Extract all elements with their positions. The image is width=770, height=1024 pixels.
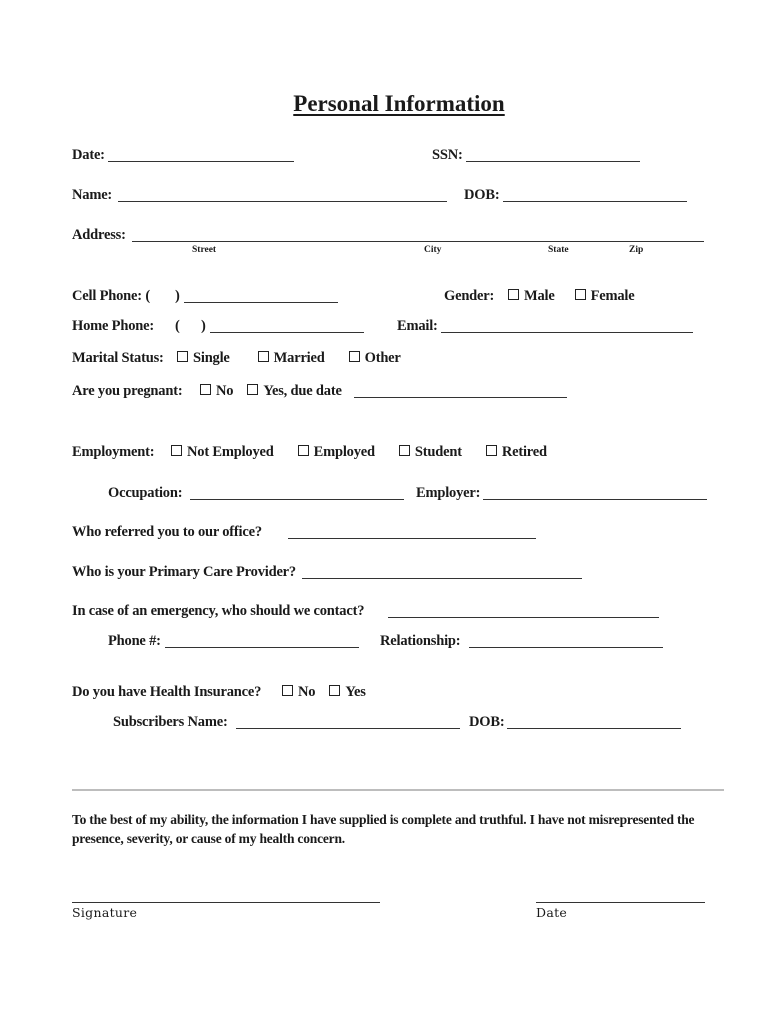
page-title: Personal Information: [293, 91, 505, 116]
gender-option-female[interactable]: [575, 288, 635, 305]
email-field[interactable]: [441, 332, 693, 333]
address-field[interactable]: [132, 241, 704, 242]
name-label: Name:: [72, 187, 113, 203]
checkbox[interactable]: [258, 351, 269, 362]
referred-label: Who referred you to our office?: [72, 524, 262, 540]
gender-label: Gender:: [444, 288, 495, 304]
gender-options: [508, 288, 655, 305]
home-phone-paren-close: ): [201, 318, 206, 334]
home-phone-field[interactable]: [210, 332, 364, 333]
employment-label: Employment:: [72, 444, 155, 460]
option-label: No: [298, 684, 316, 700]
state-sublabel: State: [548, 245, 569, 255]
checkbox[interactable]: [486, 445, 497, 456]
marital-option-other[interactable]: [349, 350, 401, 367]
option-label: Student: [414, 444, 462, 460]
checkbox[interactable]: [349, 351, 360, 362]
checkbox[interactable]: [282, 685, 293, 696]
occupation-field[interactable]: [190, 499, 404, 500]
gender-option-male[interactable]: [508, 288, 555, 305]
signature-date-label: Date: [536, 905, 568, 920]
option-label: Male: [524, 288, 555, 304]
cell-phone-field[interactable]: [184, 302, 338, 303]
checkbox[interactable]: [399, 445, 410, 456]
option-label: Employed: [313, 444, 375, 460]
checkbox[interactable]: [575, 289, 586, 300]
checkbox[interactable]: [298, 445, 309, 456]
option-label: Married: [273, 350, 325, 366]
option-label: Retired: [501, 444, 547, 460]
employment-option-student[interactable]: [399, 444, 462, 461]
emergency-phone-label: Phone #:: [108, 633, 161, 649]
insurance-option-yes[interactable]: [329, 684, 365, 701]
ssn-label: SSN:: [432, 147, 463, 163]
employment-option-employed[interactable]: [298, 444, 375, 461]
checkbox[interactable]: [171, 445, 182, 456]
marital-option-married[interactable]: [258, 350, 325, 367]
cell-phone-label: Cell Phone: (: [72, 288, 150, 304]
option-label: Single: [193, 350, 230, 366]
option-label: Female: [590, 288, 635, 304]
checkbox[interactable]: [508, 289, 519, 300]
checkbox[interactable]: [247, 384, 258, 395]
employment-option-not-employed[interactable]: [171, 444, 274, 461]
home-phone-paren-open: (: [175, 318, 180, 334]
checkbox[interactable]: [329, 685, 340, 696]
option-label: Other: [364, 350, 401, 366]
option-label: Yes, due date: [263, 383, 342, 399]
employer-label: Employer:: [416, 485, 481, 501]
date-field[interactable]: [108, 161, 294, 162]
pregnant-option-no[interactable]: [200, 383, 233, 400]
marital-option-single[interactable]: [177, 350, 230, 367]
option-label: Not Employed: [187, 444, 274, 460]
emergency-contact-field[interactable]: [388, 617, 659, 618]
section-divider: [72, 789, 724, 791]
zip-sublabel: Zip: [629, 245, 644, 255]
subscriber-dob-label: DOB:: [469, 714, 505, 730]
checkbox[interactable]: [200, 384, 211, 395]
signature-date-field[interactable]: [536, 902, 705, 903]
relationship-field[interactable]: [469, 647, 663, 648]
ssn-field[interactable]: [466, 161, 640, 162]
pregnant-option-yes[interactable]: [247, 383, 341, 400]
marital-status-label: Marital Status:: [72, 350, 164, 366]
home-phone-label: Home Phone:: [72, 318, 154, 334]
signature-field[interactable]: [72, 902, 380, 903]
subscriber-name-label: Subscribers Name:: [113, 714, 228, 730]
occupation-label: Occupation:: [108, 485, 183, 501]
primary-care-label: Who is your Primary Care Provider?: [72, 564, 296, 580]
marital-options: [177, 350, 421, 367]
relationship-label: Relationship:: [380, 633, 461, 649]
emergency-phone-field[interactable]: [165, 647, 359, 648]
subscriber-name-field[interactable]: [236, 728, 460, 729]
address-label: Address:: [72, 227, 126, 243]
insurance-options: [282, 684, 386, 701]
subscriber-dob-field[interactable]: [507, 728, 681, 729]
referred-field[interactable]: [288, 538, 536, 539]
name-field[interactable]: [118, 201, 447, 202]
due-date-field[interactable]: [354, 397, 567, 398]
insurance-label: Do you have Health Insurance?: [72, 684, 262, 700]
street-sublabel: Street: [192, 245, 217, 255]
insurance-option-no[interactable]: [282, 684, 315, 701]
emergency-contact-label: In case of an emergency, who should we contact?: [72, 603, 365, 619]
email-label: Email:: [397, 318, 438, 334]
employment-option-retired[interactable]: [486, 444, 547, 461]
dob-field[interactable]: [503, 201, 687, 202]
employer-field[interactable]: [483, 499, 707, 500]
pregnant-options: [200, 383, 362, 400]
cell-phone-paren-close: ): [175, 288, 180, 304]
pregnant-label: Are you pregnant:: [72, 383, 183, 399]
option-label: No: [216, 383, 234, 399]
attestation-statement: To the best of my ability, the information I have supplied is complete and truthful. I have not misrepresented the presence, severity, or cause of my health concern.: [72, 812, 695, 846]
option-label: Yes: [345, 684, 366, 700]
city-sublabel: City: [424, 245, 442, 255]
primary-care-field[interactable]: [302, 578, 582, 579]
dob-label: DOB:: [464, 187, 500, 203]
date-label: Date:: [72, 147, 105, 163]
signature-label: Signature: [72, 905, 138, 920]
checkbox[interactable]: [177, 351, 188, 362]
employment-options: [171, 444, 567, 461]
